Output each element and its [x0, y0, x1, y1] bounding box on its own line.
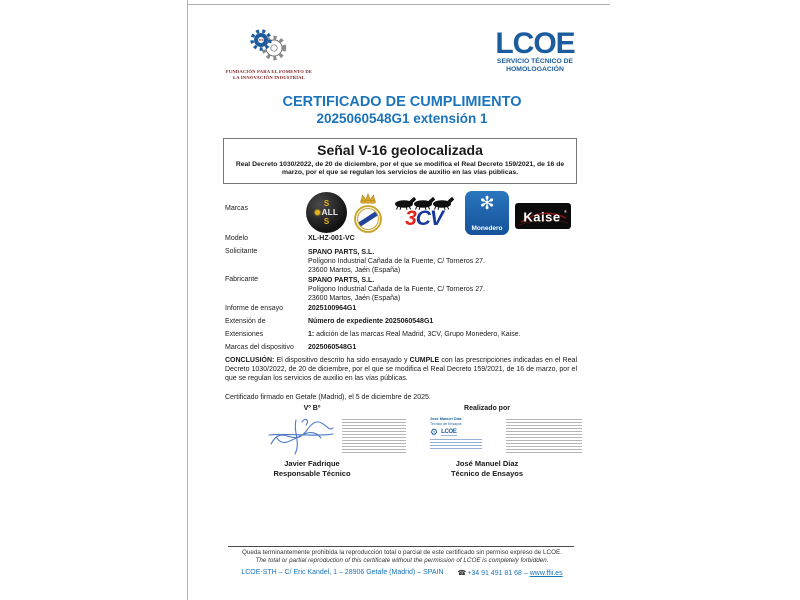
solicitante-addr1: Polígono Industrial Cañada de la Fuente, C/ Torneros 27.: [308, 258, 485, 265]
3cv-logo: [389, 197, 459, 229]
field-value-extension: Número de expediente 2025060548G1: [308, 318, 434, 325]
conclusion-cumple: CUMPLE: [409, 357, 440, 364]
field-value-solicitante: [308, 248, 485, 275]
page-left-edge: [187, 0, 188, 600]
document-title: [187, 94, 617, 127]
conclusion-text1: El dispositivo descrito ha sido ensayado y: [274, 357, 410, 364]
field-label-dispositivo: Marcas del dispositivo: [225, 344, 294, 351]
field-label-extensiones: Extensiones: [225, 331, 264, 338]
kaise-reg-mark: ®: [564, 208, 567, 214]
stamp-name: José Manuel Díaz: [430, 417, 462, 421]
field-label-extension: Extensión de: [225, 318, 266, 325]
fadrique-name: Javier Fadrique: [284, 459, 340, 468]
solicitante-name: SPANO PARTS, S.L.: [308, 249, 375, 256]
conclusion-paragraph: [225, 356, 577, 383]
fabricante-addr2: 23600 Martos, Jaén (España): [308, 295, 401, 302]
solicitante-addr2: 23600 Martos, Jaén (España): [308, 267, 401, 274]
lcoe-logo: [468, 27, 602, 75]
kaise-logo: [515, 203, 571, 229]
field-label-modelo: Modelo: [225, 235, 248, 242]
stamp-lcoe-logo: LCOE: [441, 429, 457, 435]
subject-title: Señal V-16 geolocalizada: [317, 142, 483, 158]
fadrique-name-block: [237, 459, 387, 479]
3cv-digit: 3: [405, 206, 416, 230]
signed-line: Certificado firmado en Getafe (Madrid), el 5 de diciembre de 2025.: [225, 394, 431, 401]
title-line1: CERTIFICADO DE CUMPLIMIENTO: [282, 94, 522, 110]
stamp-details-text: [430, 439, 482, 450]
subject-text: Real Decreto 1030/2022, de 20 de diciembre, por el que se modifica el Real Decreto 159/2021, de 16 de marzo, por el que se regulan los servicios de auxilio en las vías públicas.: [235, 161, 565, 177]
field-value-extensiones: [308, 331, 521, 338]
stamp-gear-icon: ⚙: [430, 427, 439, 437]
field-value-dispositivo: 2025060548G1: [308, 344, 357, 351]
vobo-header: Vº Bº: [303, 405, 321, 412]
diaz-stamp: [430, 417, 502, 450]
lcoe-wordmark: LCOE: [495, 27, 575, 60]
footer-phone: +34 91 491 81 68 –: [467, 570, 530, 577]
field-label-fabricante: Fabricante: [225, 276, 259, 283]
footer-notice-en: The total or partial reproduction of this certificate without the permission of LCOE is completely forbidden.: [255, 557, 549, 564]
diaz-role: Técnico de Ensayos: [450, 469, 524, 478]
field-value-informe: 2025100964G1: [308, 305, 357, 312]
real-madrid-crest-icon: [353, 192, 383, 234]
ffii-gear-center-text: FFII: [258, 39, 264, 43]
conclusion-text2: con las prescripciones indicadas en el Real Decreto 1030/2022, de 20 de diciembre, por el que se modifica el Real Decreto 159/2021, de 16 de marzo, por el que se regulan los servicios de auxilio en las vías públicas.: [225, 357, 578, 382]
lcoe-subtitle-line1: SERVICIO TÉCNICO DE: [496, 58, 574, 65]
field-label-marcas: Marcas: [225, 205, 248, 212]
ffii-gears-icon: [248, 29, 290, 63]
monedero-logo: [465, 191, 509, 235]
monedero-label: Monedero: [471, 224, 503, 232]
field-label-informe: Informe de ensayo: [225, 305, 283, 312]
stamp-role: Técnico de Ensayos: [430, 421, 462, 426]
diaz-name-block: [412, 459, 562, 479]
brand-logos-row: [306, 191, 571, 234]
extensiones-number: 1:: [308, 331, 315, 338]
fabricante-addr1: Polígono Industrial Cañada de la Fuente, C/ Torneros 27.: [308, 286, 485, 293]
lcoe-subtitle-line2: HOMOLOGACIÓN: [506, 66, 564, 74]
footer-rule: [228, 546, 574, 547]
realizado-por-header: Realizado por: [464, 405, 510, 412]
fadrique-role: Responsable Técnico: [273, 469, 351, 478]
footer-address: LCOE-STH – C/ Eric Kandel, 1 – 28906 Getafe (Madrid) – SPAIN: [241, 569, 444, 576]
extensiones-text: adición de las marcas Real Madrid, 3CV, Grupo Monedero, Kaise.: [314, 331, 521, 338]
fadrique-signature: [263, 414, 338, 458]
snowflake-icon: ✻: [479, 192, 495, 213]
page-top-edge: [187, 4, 610, 5]
fadrique-signature-details-text: [342, 419, 406, 453]
sos-all-text: ALL: [321, 207, 339, 217]
sos-all-logo: [306, 192, 347, 233]
footer-notice-es: Queda terminantemente prohibida la reproducción total o parcial de este certificado sin permiso expreso de LCOE.: [242, 549, 562, 556]
ffii-logo: [215, 29, 323, 80]
ffii-caption-line2: LA INNOVACIÓN INDUSTRIAL: [232, 74, 306, 80]
footer-contact-line: [187, 569, 617, 577]
sos-sun-icon: [315, 210, 320, 215]
sos-bottom-letter: S: [323, 217, 330, 226]
field-value-modelo: XL-HZ-001-VC: [308, 235, 355, 242]
conclusion-label: CONCLUSIÓN:: [225, 357, 275, 364]
footer-phone-group: [458, 569, 563, 577]
title-line2: 2025060548G1 extensión 1: [316, 111, 488, 126]
fabricante-name: SPANO PARTS, S.L.: [308, 277, 375, 284]
sos-top-letter: S: [323, 199, 330, 208]
ffii-website-link[interactable]: www.ffii.es: [529, 570, 563, 577]
diaz-name: José Manuel Díaz: [455, 459, 519, 468]
subject-box: [223, 138, 577, 184]
field-label-solicitante: Solicitante: [225, 248, 258, 255]
phone-icon: ☎: [457, 570, 467, 577]
field-value-fabricante: [308, 276, 485, 303]
diaz-signature-details-text: [506, 419, 582, 455]
ffii-caption-line1: FUNDACIÓN PARA EL FOMENTO DE: [225, 69, 313, 74]
kaise-wordmark: Kaise: [523, 209, 561, 224]
3cv-letters: CV: [415, 206, 443, 230]
